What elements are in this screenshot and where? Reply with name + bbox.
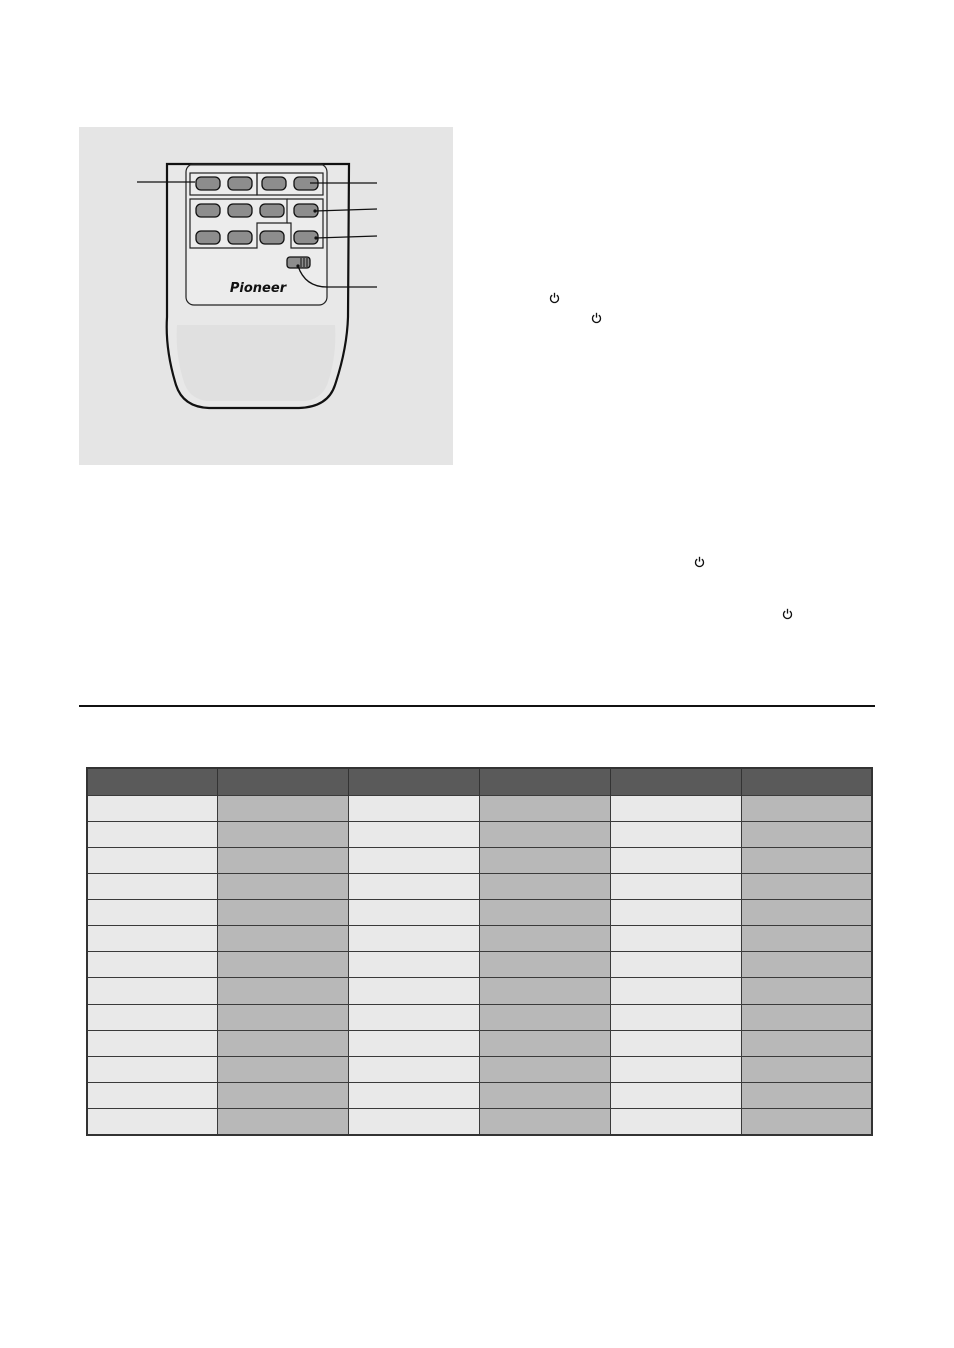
table-cell [87,1082,218,1108]
table-cell [87,952,218,978]
table-header-cell [87,768,218,796]
table-row [87,1082,872,1108]
table-cell [741,926,872,952]
table-cell [479,1030,610,1056]
table-row [87,1108,872,1135]
code-table [86,767,873,1136]
table-cell [218,952,349,978]
table-cell [741,822,872,848]
table-row [87,1030,872,1056]
table-cell [479,1004,610,1030]
table-cell [479,900,610,926]
table-cell [349,978,480,1004]
table-cell [349,1030,480,1056]
table-cell [479,822,610,848]
remote-button [196,204,220,217]
table-row [87,874,872,900]
table-row [87,926,872,952]
table-cell [349,952,480,978]
table-cell [87,926,218,952]
table-cell [610,1108,741,1135]
table-cell [87,1004,218,1030]
table-cell [610,900,741,926]
table-cell [87,848,218,874]
table-cell [218,874,349,900]
table-cell [218,848,349,874]
power-icon [694,556,705,568]
table-cell [741,978,872,1004]
table-cell [479,1056,610,1082]
table-cell [610,822,741,848]
table-cell [479,848,610,874]
table-cell [87,1030,218,1056]
table-cell [479,1082,610,1108]
table-cell [218,1056,349,1082]
table-cell [349,1056,480,1082]
table-cell [479,874,610,900]
table-header-cell [479,768,610,796]
table-cell [610,978,741,1004]
remote-button [196,177,220,190]
remote-button [262,177,286,190]
power-icon [591,312,602,324]
table-cell [349,1108,480,1135]
table-header-cell [218,768,349,796]
remote-control-figure [79,127,453,465]
table-cell [741,952,872,978]
table-cell [741,796,872,822]
power-icon [549,292,560,304]
table-cell [87,1108,218,1135]
table-cell [610,926,741,952]
table-cell [741,1082,872,1108]
remote-button [260,204,284,217]
table-row [87,822,872,848]
table-cell [610,1004,741,1030]
table-cell [479,926,610,952]
table-cell [349,900,480,926]
table-row [87,848,872,874]
table-cell [610,1082,741,1108]
remote-button [228,204,252,217]
remote-button [228,231,252,244]
table-cell [349,822,480,848]
section-divider [79,705,875,707]
table-cell [741,1030,872,1056]
table-cell [349,1004,480,1030]
table-cell [218,1108,349,1135]
table-header-row [87,768,872,796]
table-cell [610,952,741,978]
table-cell [741,900,872,926]
table-cell [479,796,610,822]
table-header-cell [610,768,741,796]
table-cell [610,1030,741,1056]
table-cell [741,1004,872,1030]
table-cell [349,796,480,822]
remote-button [196,231,220,244]
table-row [87,952,872,978]
remote-button [228,177,252,190]
table-cell [87,978,218,1004]
grid-table [86,767,873,1136]
table-cell [479,978,610,1004]
table-cell [87,874,218,900]
table-cell [741,1108,872,1135]
table-cell [349,874,480,900]
table-cell [610,1056,741,1082]
table-cell [218,1030,349,1056]
table-header-cell [349,768,480,796]
table-cell [218,796,349,822]
table-cell [741,874,872,900]
table-row [87,978,872,1004]
table-row [87,900,872,926]
table-cell [218,978,349,1004]
remote-button [294,231,318,244]
table-cell [218,926,349,952]
table-cell [87,1056,218,1082]
table-cell [741,1056,872,1082]
power-icon [782,608,793,620]
table-cell [218,1004,349,1030]
table-cell [87,796,218,822]
brand-logo: Pioneer [229,281,287,296]
table-cell [610,796,741,822]
remote-button [260,231,284,244]
table-cell [218,900,349,926]
table-cell [87,900,218,926]
table-cell [87,822,218,848]
table-cell [218,1082,349,1108]
table-row [87,1056,872,1082]
remote-control-illustration [79,127,453,465]
table-cell [349,926,480,952]
table-cell [479,952,610,978]
table-row [87,1004,872,1030]
table-cell [479,1108,610,1135]
table-cell [349,848,480,874]
table-cell [610,874,741,900]
table-row [87,796,872,822]
table-cell [610,848,741,874]
table-cell [349,1082,480,1108]
table-cell [741,848,872,874]
table-cell [218,822,349,848]
table-header-cell [741,768,872,796]
